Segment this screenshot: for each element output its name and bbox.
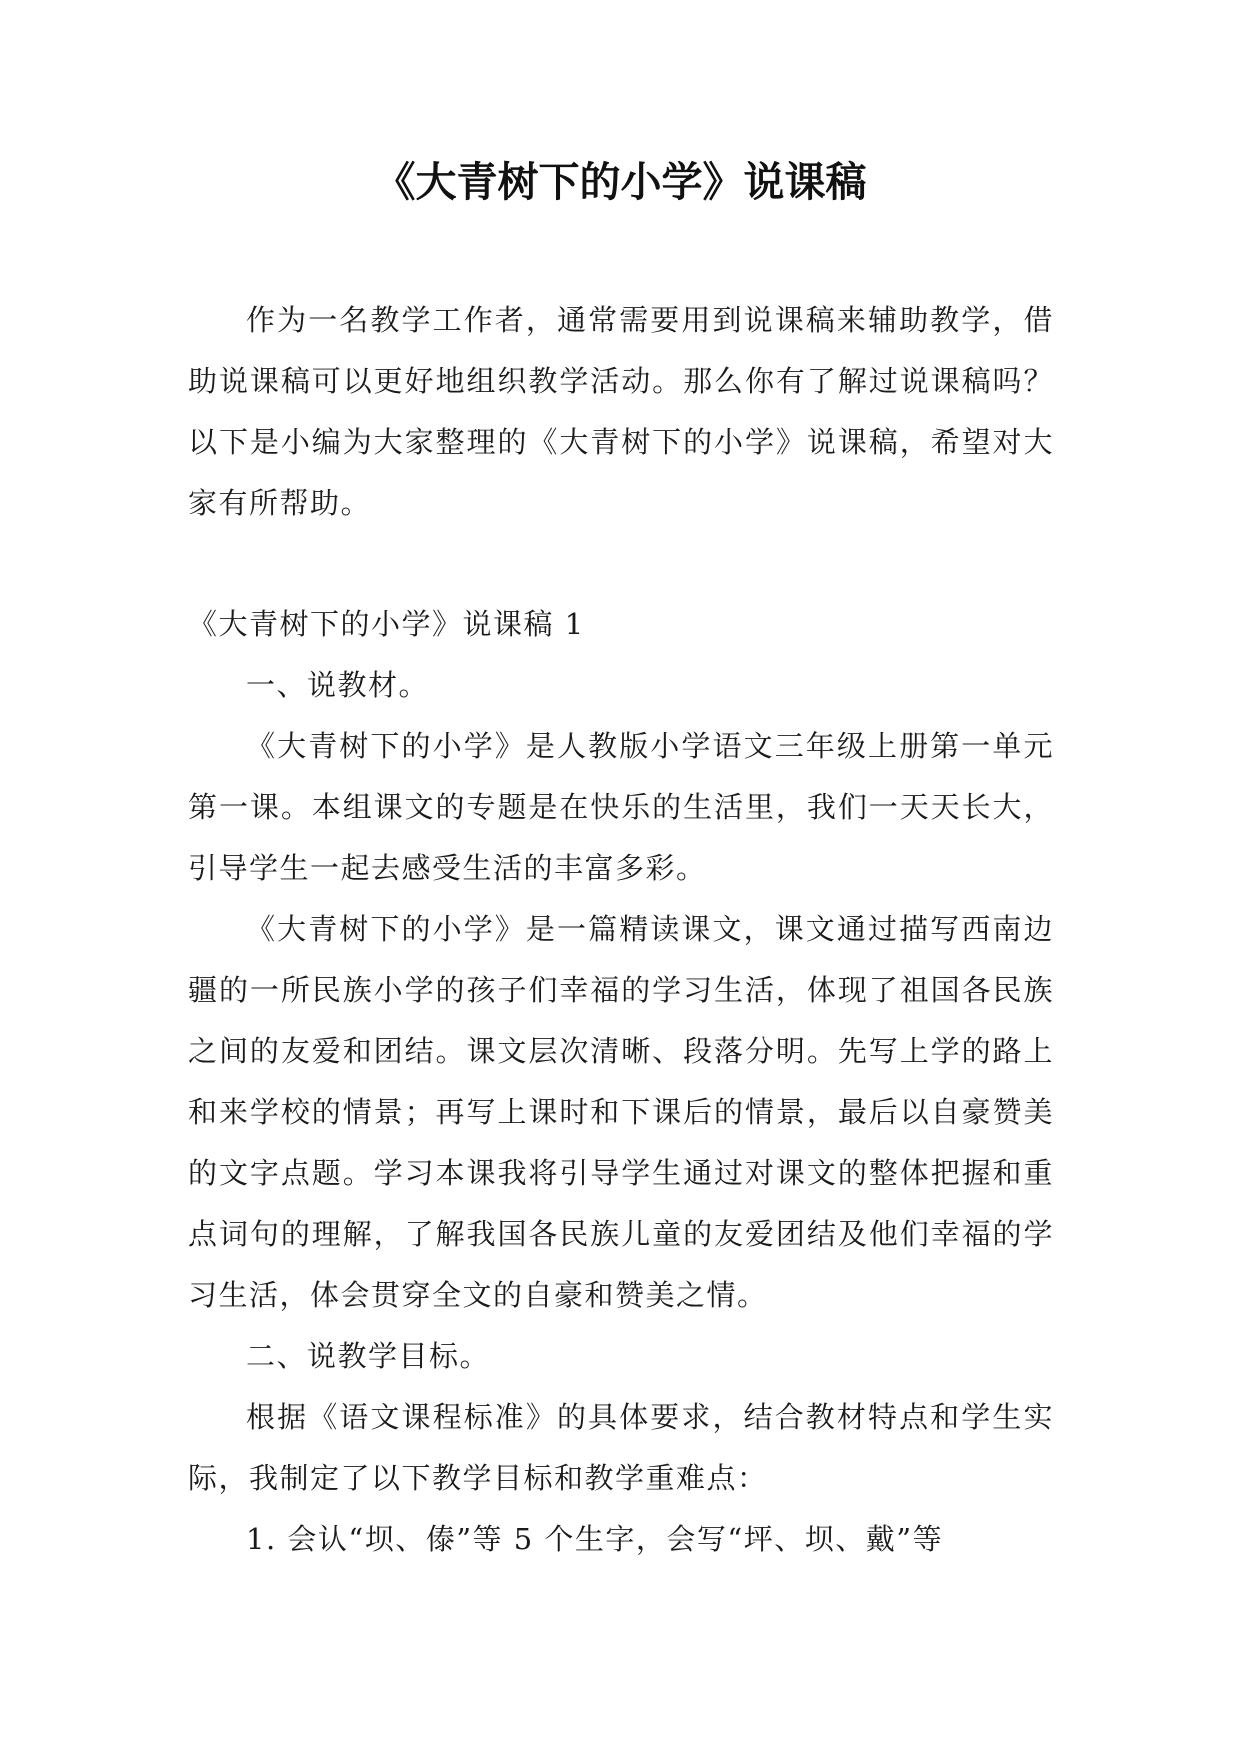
heading-teaching-goals: 二、说教学目标。 xyxy=(246,1339,491,1373)
document-body xyxy=(188,290,1054,1570)
heading-teaching-material: 一、说教材。 xyxy=(246,668,430,702)
paragraph-goals: 根据《语文课程标准》的具体要求，结合教材特点和学生实际，我制定了以下教学目标和教学重难点： xyxy=(188,1400,1054,1495)
paragraph-gap xyxy=(188,534,1054,594)
section-title: 《大青树下的小学》说课稿 1 xyxy=(188,607,585,641)
intro-paragraph: 作为一名教学工作者，通常需要用到说课稿来辅助教学，借助说课稿可以更好地组织教学活动。那么你有了解过说课稿吗？以下是小编为大家整理的《大青树下的小学》说课稿，希望对大家有所帮助。 xyxy=(188,303,1054,520)
paragraph-goal-item-1: 1. 会认“坝、傣”等 5 个生字，会写“坪、坝、戴”等 xyxy=(246,1522,944,1556)
document-title: 《大青树下的小学》说课稿 xyxy=(374,158,867,206)
paragraph-material-2: 《大青树下的小学》是一篇精读课文，课文通过描写西南边疆的一所民族小学的孩子们幸福的学习生活，体现了祖国各民族之间的友爱和团结。课文层次清晰、段落分明。先写上学的路上和来学校的情景；再写上课时和下课后的情景，最后以自豪赞美的文字点题。学习本课我将引导学生通过对课文的整体把握和重点词句的理解，了解我国各民族儿童的友爱团结及他们幸福的学习生活，体会贯穿全文的自豪和赞美之情。 xyxy=(188,912,1054,1312)
paragraph-material-1: 《大青树下的小学》是人教版小学语文三年级上册第一单元第一课。本组课文的专题是在快乐的生活里，我们一天天长大，引导学生一起去感受生活的丰富多彩。 xyxy=(188,729,1054,885)
